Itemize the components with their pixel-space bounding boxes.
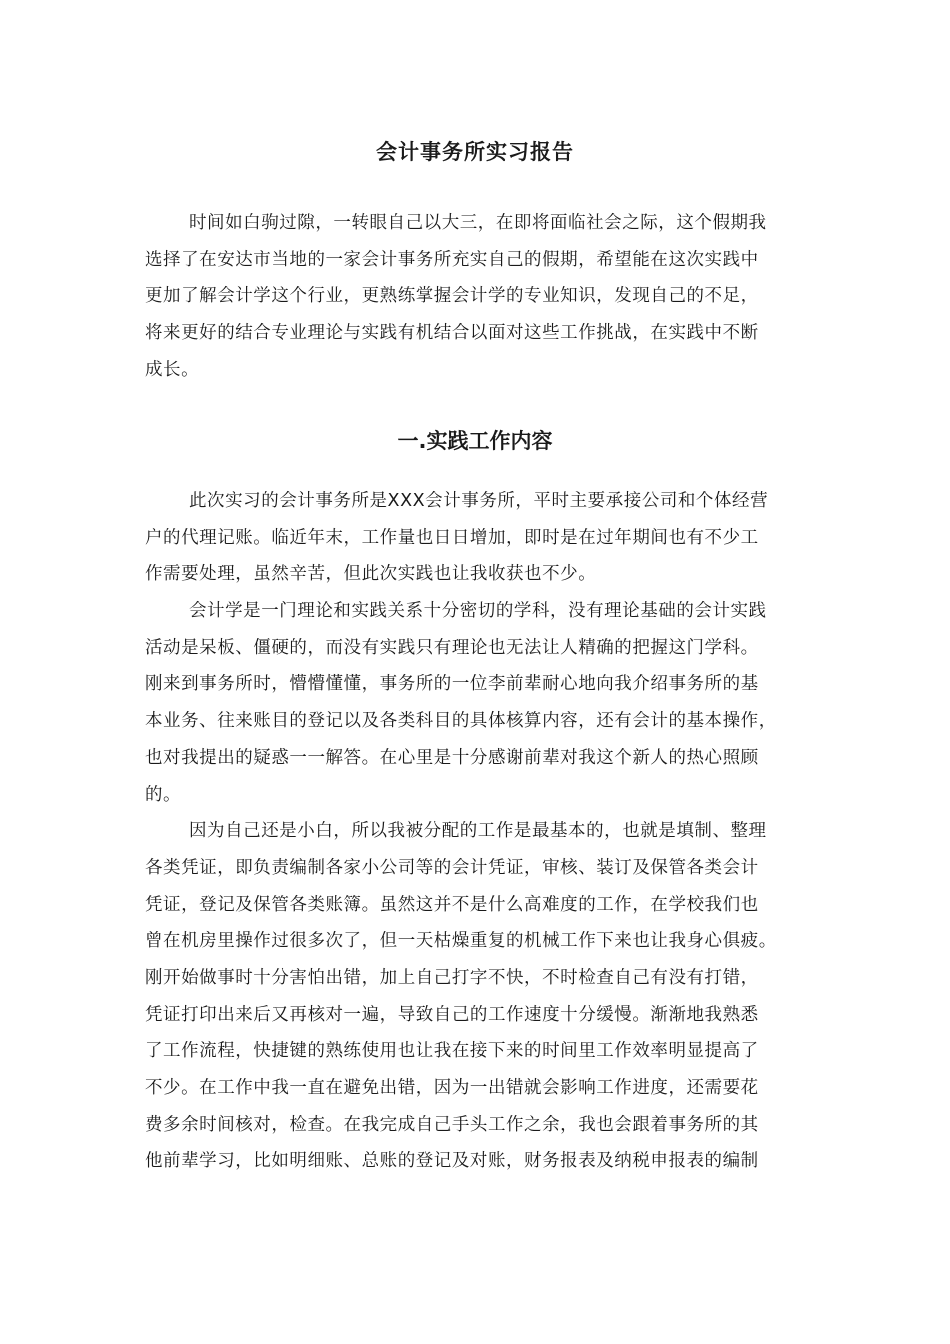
text-line: 不少。在工作中我一直在避免出错，因为一出错就会影响工作进度，还需要花 (145, 1078, 759, 1098)
text-line: 活动是呆板、僵硬的，而没有实践只有理论也无法让人精确的把握这门学科。 (145, 637, 759, 658)
text-line: 的。 (145, 784, 182, 805)
section-body (145, 483, 805, 1180)
text-line: 更加了解会计学这个行业，更熟练掌握会计学的专业知识，发现自己的不足， (145, 286, 759, 307)
text-line: 作需要处理，虽然辛苦，但此次实践也让我收获也不少。 (145, 564, 597, 585)
text-line: 成长。 (145, 359, 200, 380)
text-line: 刚开始做事时十分害怕出错，加上自己打字不快，不时检查自己有没有打错， (145, 967, 759, 988)
text-line: 曾在机房里操作过很多次了，但一天枯燥重复的机械工作下来也让我身心俱疲。 (145, 931, 777, 952)
text-line: 选择了在安达市当地的一家会计事务所充实自己的假期，希望能在这次实践中 (145, 249, 759, 270)
text-line: 费多余时间核对，检查。在我完成自己手头工作之余，我也会跟着事务所的其 (145, 1114, 759, 1135)
text-line: 会计学是一门理论和实践关系十分密切的学科，没有理论基础的会计实践 (189, 601, 767, 622)
text-line: 各类凭证，即负责编制各家小公司等的会计凭证，审核、装订及保管各类会计 (145, 857, 759, 878)
text-line: 本业务、往来账目的登记以及各类科目的具体核算内容，还有会计的基本操作， (145, 711, 777, 732)
text-line: 他前辈学习，比如明细账、总账的登记及对账，财务报表及纳税申报表的编制 (145, 1151, 759, 1172)
text-line: 了工作流程，快捷键的熟练使用也让我在接下来的时间里工作效率明显提高了 (145, 1041, 759, 1062)
text-line: 凭证，登记及保管各类账簿。虽然这并不是什么高难度的工作，在学校我们也 (145, 894, 759, 915)
text-line: 凭证打印出来后又再核对一遍，导致自己的工作速度十分缓慢。渐渐地我熟悉 (145, 1004, 759, 1025)
section-heading: 一.实践工作内容 (397, 429, 553, 453)
document-title: 会计事务所实习报告 (376, 140, 574, 164)
intro-paragraph (145, 205, 805, 388)
text-line: 户的代理记账。临近年末，工作量也日日增加，即时是在过年期间也有不少工 (145, 527, 759, 548)
text-line: 刚来到事务所时，懵懵懂懂，事务所的一位李前辈耐心地向我介绍事务所的基 (145, 674, 759, 695)
text-line: 此次实习的会计事务所是XXX会计事务所，平时主要承接公司和个体经营 (189, 491, 769, 511)
text-line: 时间如白驹过隙，一转眼自己以大三，在即将面临社会之际，这个假期我 (189, 213, 767, 233)
text-line: 因为自己还是小白，所以我被分配的工作是最基本的，也就是填制、整理 (189, 821, 767, 842)
text-line: 也对我提出的疑惑一一解答。在心里是十分感谢前辈对我这个新人的热心照顾 (145, 747, 759, 768)
text-line: 将来更好的结合专业理论与实践有机结合以面对这些工作挑战，在实践中不断 (145, 323, 759, 344)
